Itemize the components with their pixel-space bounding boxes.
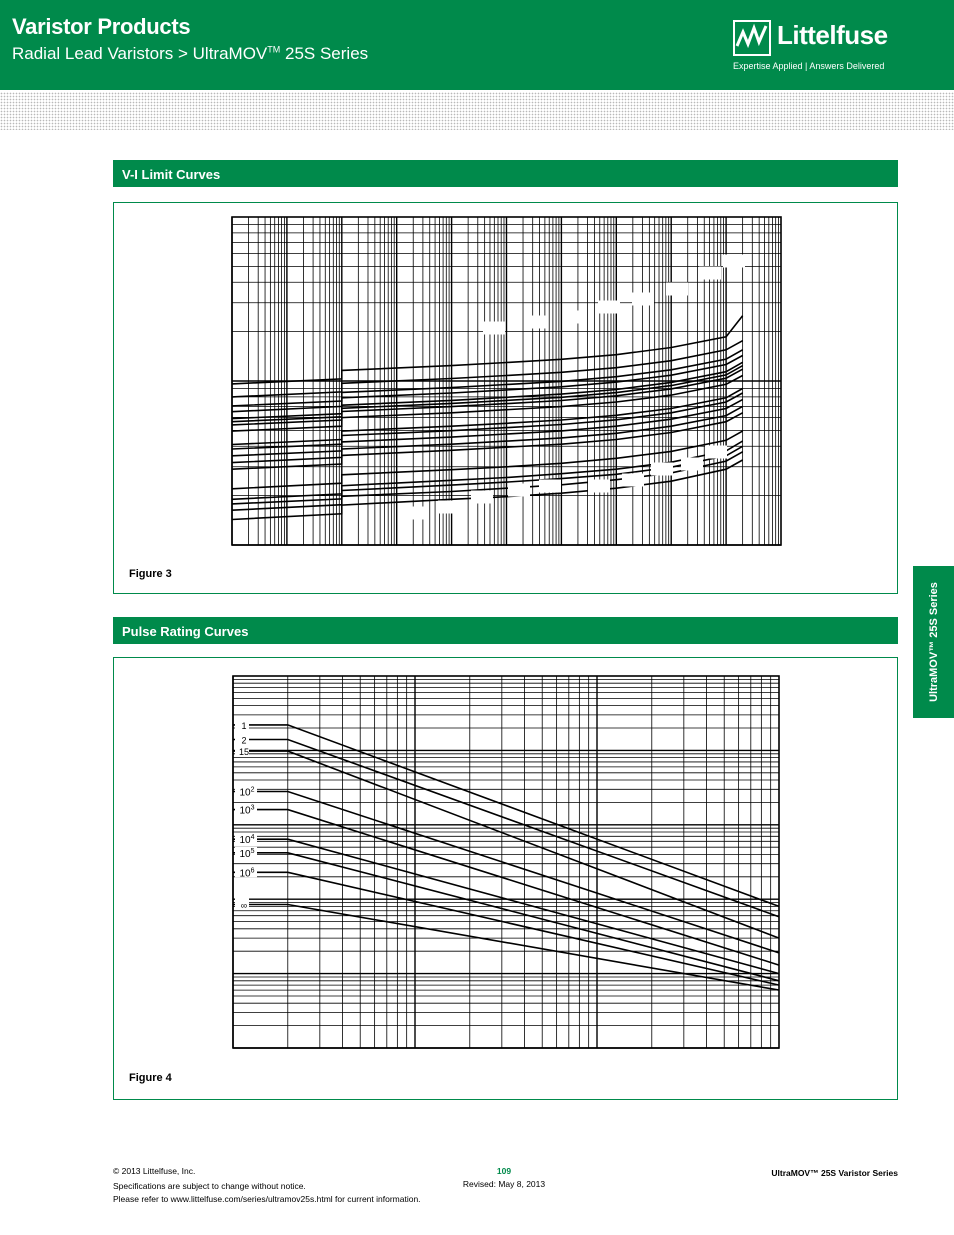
series-label-box [471,491,493,504]
series-label-base: 2 [241,735,247,746]
logo-mark-icon [733,20,771,56]
series-label-15 [239,747,249,757]
footer-series: UltraMOV™ 25S Varistor Series [771,1168,898,1178]
series-label-10^3 [239,805,254,817]
series-label-box [598,301,620,314]
series-label-2 [241,736,246,746]
series-label-10^6 [239,867,254,879]
series-label-box [407,507,429,520]
series-label-base: ∞ [240,900,248,911]
series-label-∞ [241,900,247,910]
plot-frame [233,676,779,1048]
series-side-tab-label: UltraMOV™ 25S Series [927,582,940,702]
series-label-box [588,480,610,493]
series-label-box [438,501,460,514]
series-label-box [699,267,721,280]
vi-limit-panel [113,202,898,594]
series-label-exponent: 4 [250,834,255,842]
series-label-box [508,484,530,497]
pulse-rating-chart [114,658,897,1099]
vi-limit-section-title: V-I Limit Curves [122,167,221,182]
series-label-base: 10 [239,848,251,860]
series-label-box [666,283,688,296]
series-label-box [681,458,703,471]
series-label-box [483,322,505,335]
series-label-10^4 [239,834,254,846]
figure-4-label: Figure 4 [129,1072,172,1084]
series-label-base: 10 [239,868,251,880]
notice-text: Specifications are subject to change without notice. [113,1181,306,1191]
series-label-base: 15 [238,747,250,758]
series-label-1 [241,721,246,731]
series-label-exponent: 6 [250,867,255,875]
figure-3-label: Figure 3 [129,568,172,580]
footer-center [440,1165,568,1191]
dot-pattern-divider [0,92,954,130]
series-label-base: 10 [239,835,251,847]
refer-text: Please refer to www.littelfuse.com/series/ultramov25s.html for current information. [113,1194,421,1204]
series-line-10^5 [233,853,779,981]
series-label-exponent: 2 [250,786,255,794]
logo-wordmark: Littelfuse [777,20,888,50]
series-label-box [539,480,561,493]
series-label-box [723,255,745,268]
series-label-box [632,293,654,306]
series-label-box [563,311,585,324]
vi-limit-chart [114,203,897,593]
series-label-box [651,463,673,476]
series-label-box [526,316,548,329]
series-side-tab [913,566,954,718]
series-label-exponent: 3 [250,804,255,812]
page-title: Varistor Products [12,14,191,39]
series-label-base: 10 [239,805,251,817]
breadcrumb-series: 25S Series [280,44,369,63]
pulse-rating-section-bar [113,617,898,644]
page-header [0,0,954,90]
page-number: 109 [496,1166,512,1176]
logo-tagline: Expertise Applied | Answers Delivered [733,61,885,71]
series-label-10^5 [239,848,254,860]
footer-left [113,1165,421,1206]
littelfuse-logo [733,20,933,76]
breadcrumb [12,44,368,64]
series-label-10^2 [239,787,254,799]
series-label-base: 1 [241,720,247,731]
copyright-text: © 2013 Littelfuse, Inc. [113,1166,196,1176]
vi-limit-section-bar [113,160,898,187]
pulse-rating-section-title: Pulse Rating Curves [122,624,249,639]
pulse-rating-panel [113,657,898,1100]
series-label-box [622,474,644,487]
series-label-exponent: 5 [250,847,255,855]
trademark-mark: TM [267,44,281,55]
series-label-box [705,446,727,459]
revised-date: Revised: May 8, 2013 [462,1179,546,1189]
breadcrumb-text: Radial Lead Varistors > UltraMOV [12,44,268,63]
series-label-base: 10 [239,787,251,799]
